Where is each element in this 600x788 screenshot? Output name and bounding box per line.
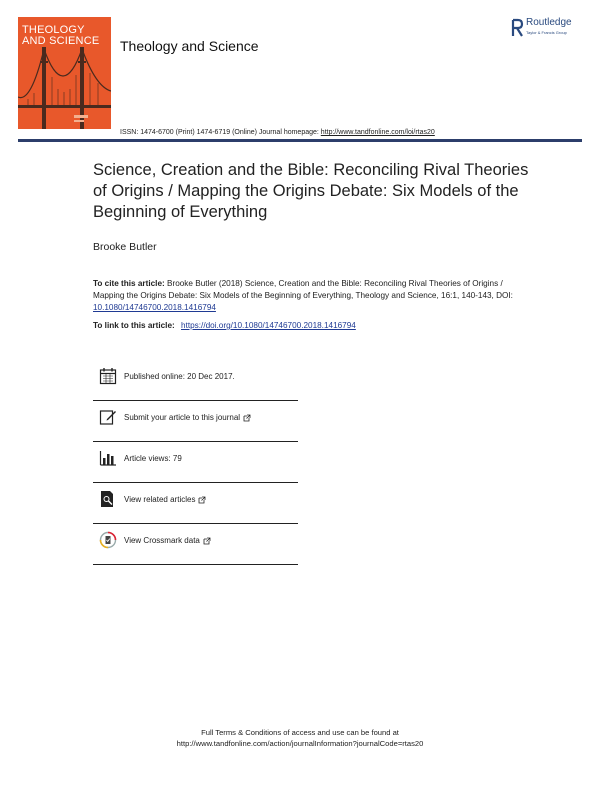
article-title: Science, Creation and the Bible: Reconciling Rival Theories of Origins / Mapping the Origins Debate: Six Models of the Beginning of Everything (93, 161, 529, 221)
header-divider (18, 139, 582, 142)
article-author: Brooke Butler (93, 241, 157, 253)
external-link-icon (203, 537, 211, 545)
cover-title-line1: THEOLOGY (22, 24, 85, 36)
journal-cover (18, 17, 111, 129)
article-views-text: Article views: 79 (124, 454, 182, 463)
submit-article-link[interactable] (124, 413, 251, 422)
issn-line (120, 129, 435, 136)
published-text: Published online: 20 Dec 2017. (124, 372, 235, 381)
external-link-icon (198, 496, 206, 504)
related-articles-row[interactable] (93, 483, 298, 524)
article-url-link[interactable]: https://doi.org/10.1080/14746700.2018.1416794 (181, 321, 356, 330)
cover-title (22, 25, 110, 47)
related-articles-text: View related articles (124, 495, 196, 504)
article-views-row (93, 442, 298, 483)
crossmark-link[interactable] (124, 536, 211, 545)
footer-terms-link[interactable]: http://www.tandfonline.com/action/journalInformation?journalCode=rtas20 (176, 739, 424, 748)
crossmark-text: View Crossmark data (124, 536, 200, 545)
citation-block (93, 278, 513, 314)
cover-title-line2: AND SCIENCE (22, 35, 100, 47)
journal-homepage-link[interactable]: http://www.tandfonline.com/loi/rtas20 (320, 129, 435, 136)
article-actions (93, 360, 298, 565)
calendar-icon (99, 367, 117, 385)
bar-chart-icon (99, 449, 117, 467)
citation-text: Brooke Butler (2018) Science, Creation and the Bible: Reconciling Rival Theories of Origins / Mapping the Origins Debate: Six Models of the Beginning of Everything, Theology and Science, 16:1, 140-143, DOI: (93, 279, 513, 300)
related-articles-link[interactable] (124, 495, 206, 504)
doi-link[interactable]: 10.1080/14746700.2018.1416794 (93, 303, 216, 312)
footer (0, 727, 600, 749)
published-row (93, 360, 298, 401)
submit-article-text: Submit your article to this journal (124, 413, 241, 422)
journal-name: Theology and Science (120, 38, 259, 54)
citation-label: To cite this article: (93, 279, 165, 288)
footer-terms-text: Full Terms & Conditions of access and use can be found at (201, 728, 399, 737)
search-document-icon (99, 490, 117, 508)
submit-article-row[interactable] (93, 401, 298, 442)
publisher-logo[interactable] (511, 17, 591, 45)
link-label: To link to this article: (93, 321, 175, 330)
publisher-subname: Taylor & Francis Group (526, 30, 567, 35)
edit-icon (99, 408, 117, 426)
crossmark-icon (99, 531, 117, 549)
publisher-name: Routledge (526, 17, 572, 28)
issn-text: ISSN: 1474-6700 (Print) 1474-6719 (Online) Journal homepage: (120, 129, 321, 136)
external-link-icon (243, 414, 251, 422)
crossmark-row[interactable] (93, 524, 298, 565)
article-link-block (93, 321, 356, 330)
routledge-logo-icon (511, 18, 524, 38)
